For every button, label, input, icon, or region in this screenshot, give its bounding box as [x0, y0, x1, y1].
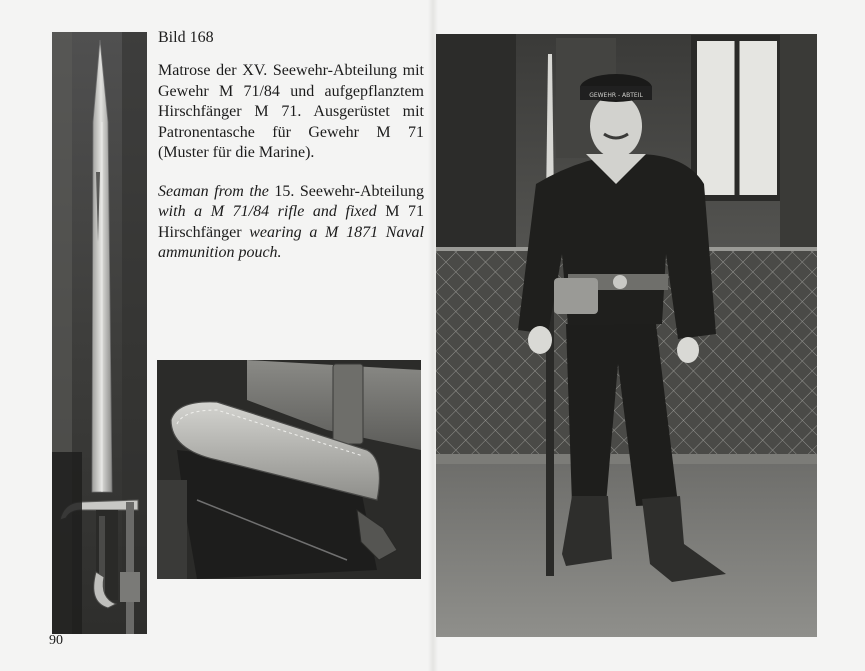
caption-english: [158, 182, 424, 264]
bayonet-photo: [52, 32, 147, 634]
ammunition-pouch-photo: [157, 360, 421, 579]
caption-english-part-4: M 71 Hirschfänger: [158, 203, 424, 241]
caption-block: [158, 30, 424, 264]
caption-english-part-1: Seaman from the: [158, 182, 269, 200]
caption-english-part-3: with a M 71/84 rifle and fixed: [158, 203, 386, 220]
caption-english-part-5: wearing a M 1871 Naval ammunition pouch.: [158, 223, 424, 261]
page-number: 90: [49, 633, 63, 648]
caption-english-part-2: 15. Seewehr-Abteilung: [268, 182, 424, 200]
seaman-portrait-photo: [436, 34, 817, 637]
figure-label: Bild 168: [158, 29, 214, 46]
caption-german: Matrose der XV. Seewehr-Abteilung mit Gewehr M 71/84 und aufgepflanztem Hirschfänger M 71. Ausgerüstet mit Patronentasche für Gewehr M 71 (Muster für die Marine).: [158, 62, 424, 161]
cap-band-text: GEWEHR - ABTEIL: [589, 92, 643, 99]
